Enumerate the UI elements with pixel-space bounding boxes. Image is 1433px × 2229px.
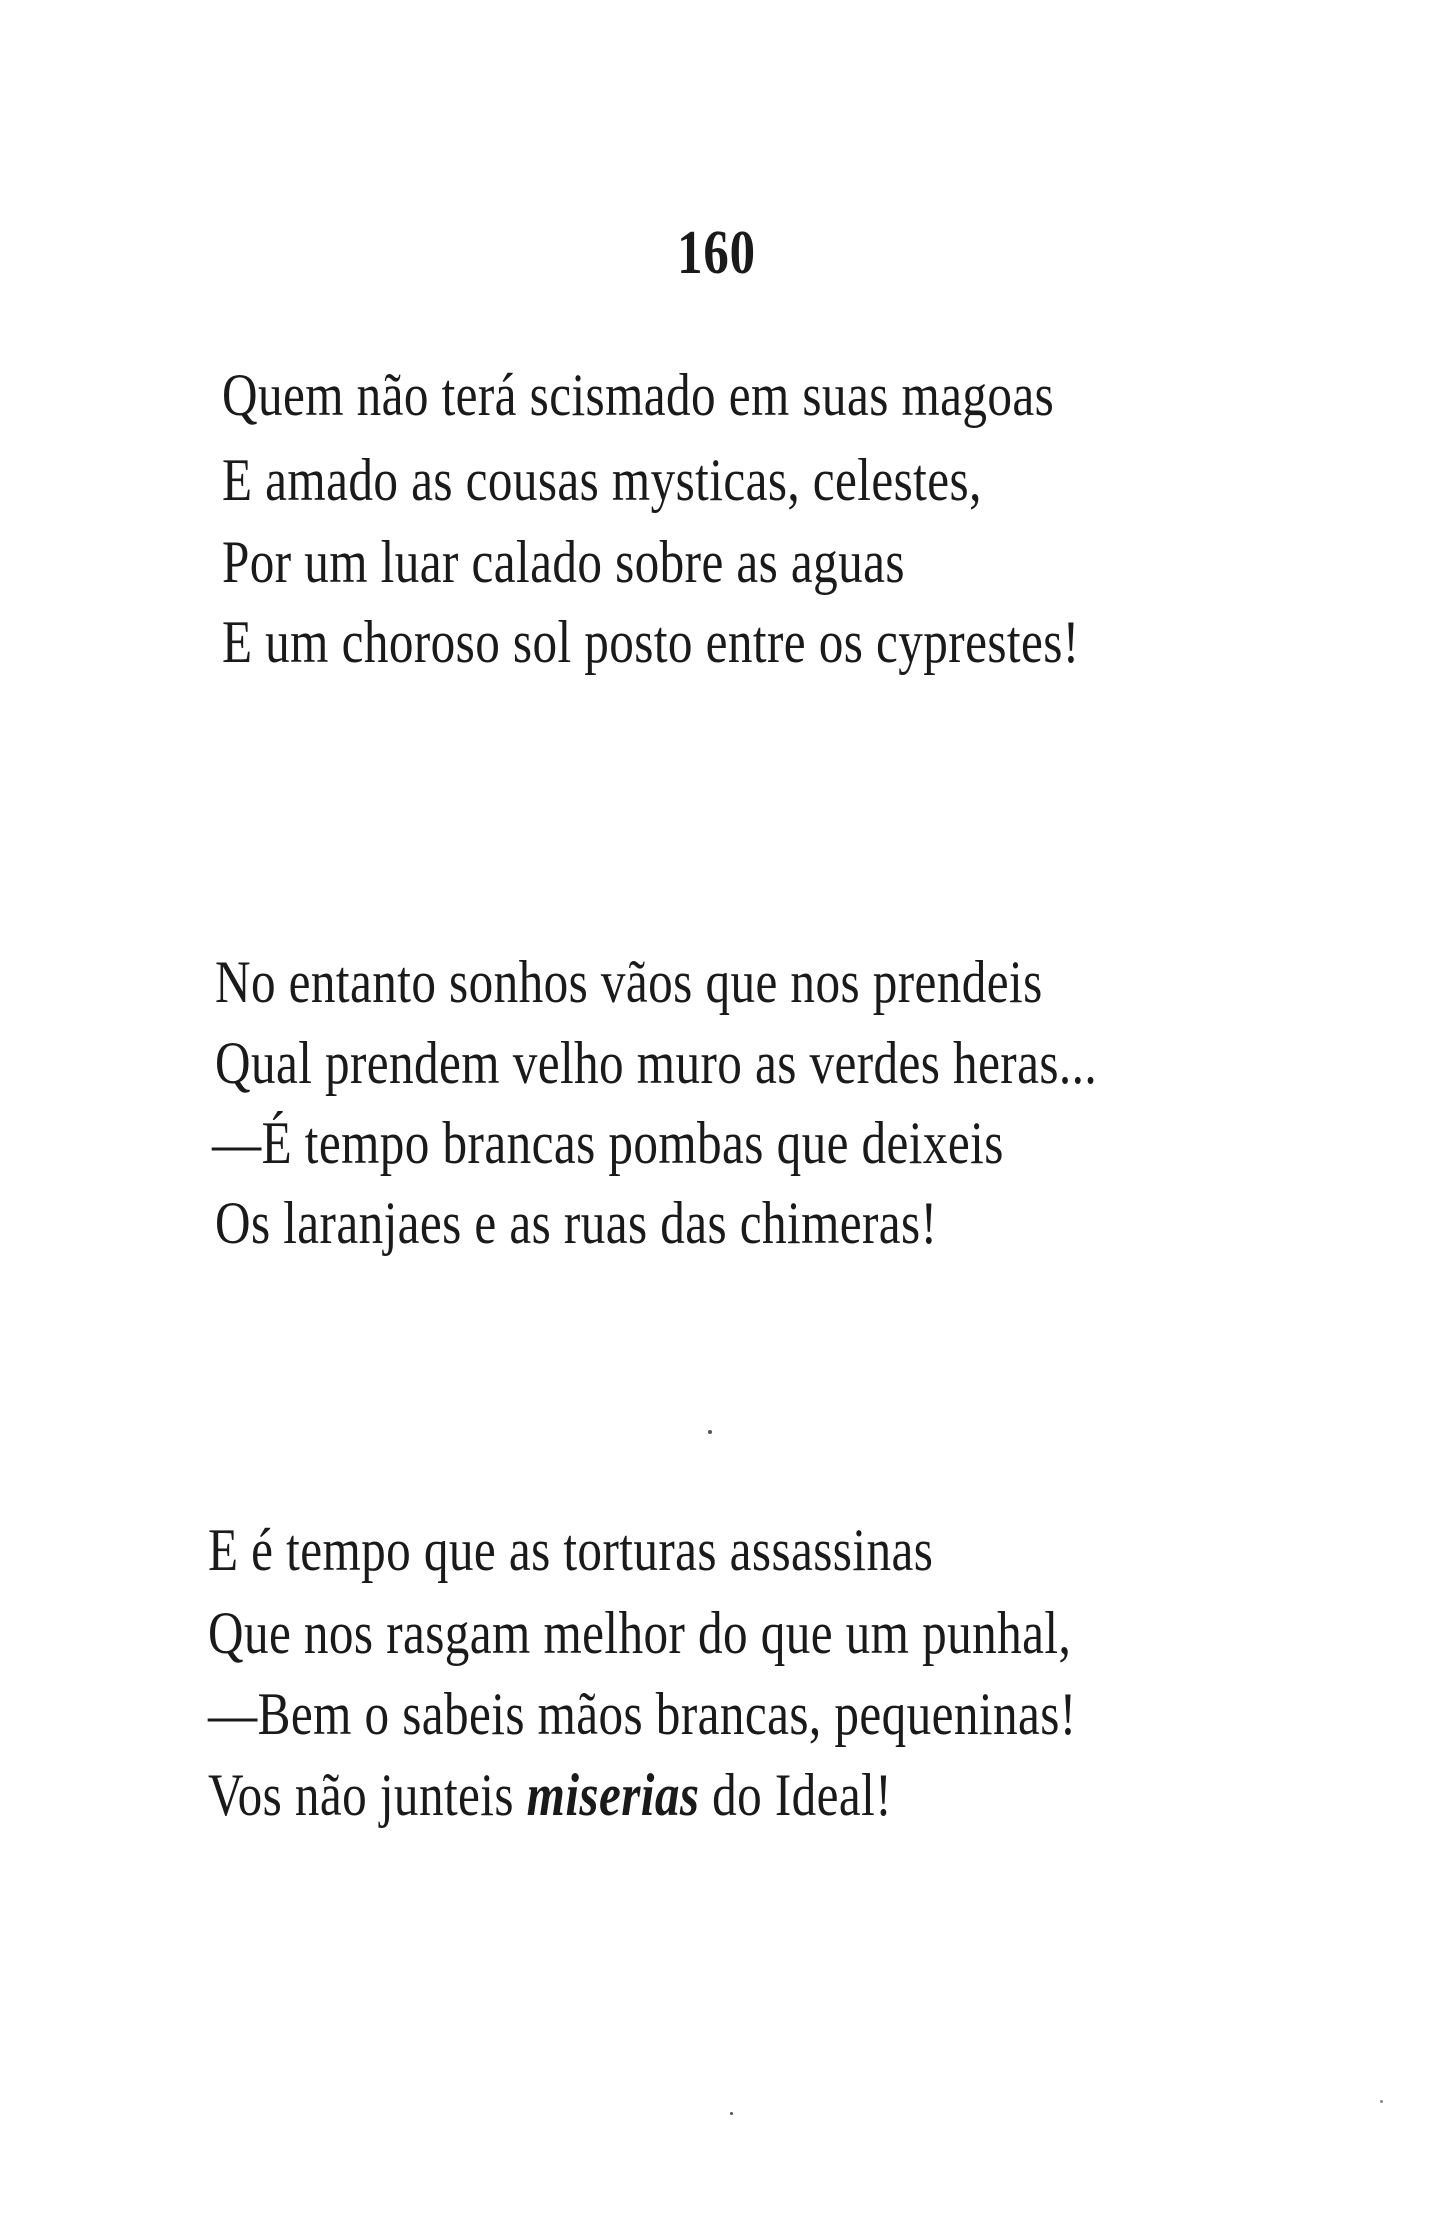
verse-line: E um choroso sol posto entre os cyprestes! bbox=[222, 609, 1080, 675]
verse-line: Qual prendem velho muro as verdes heras... bbox=[215, 1030, 1098, 1096]
verse-line: Que nos rasgam melhor do que um punhal, bbox=[208, 1600, 1072, 1666]
verse-text: Vos não junteis bbox=[208, 1762, 527, 1828]
scan-speck bbox=[708, 1430, 712, 1434]
verse-line: Por um luar calado sobre as aguas bbox=[222, 529, 905, 595]
verse-line: —Bem o sabeis mãos brancas, pequeninas! bbox=[208, 1681, 1077, 1747]
verse-line: No entanto sonhos vãos que nos prendeis bbox=[215, 949, 1043, 1015]
verse-text: do Ideal! bbox=[699, 1762, 893, 1828]
page-number: 160 bbox=[677, 219, 756, 287]
verse-line: E amado as cousas mysticas, celestes, bbox=[222, 447, 982, 513]
scan-speck bbox=[730, 2112, 733, 2115]
verse-line: Os laranjaes e as ruas das chimeras! bbox=[215, 1190, 938, 1256]
verse-emphasis: miserias bbox=[526, 1762, 700, 1828]
verse-line-last bbox=[208, 1762, 893, 1828]
verse-line: Quem não terá scismado em suas magoas bbox=[222, 362, 1055, 428]
verse-line: —É tempo brancas pombas que deixeis bbox=[212, 1110, 1004, 1176]
scan-speck bbox=[1380, 2100, 1383, 2103]
verse-line: E é tempo que as torturas assassinas bbox=[208, 1517, 934, 1583]
